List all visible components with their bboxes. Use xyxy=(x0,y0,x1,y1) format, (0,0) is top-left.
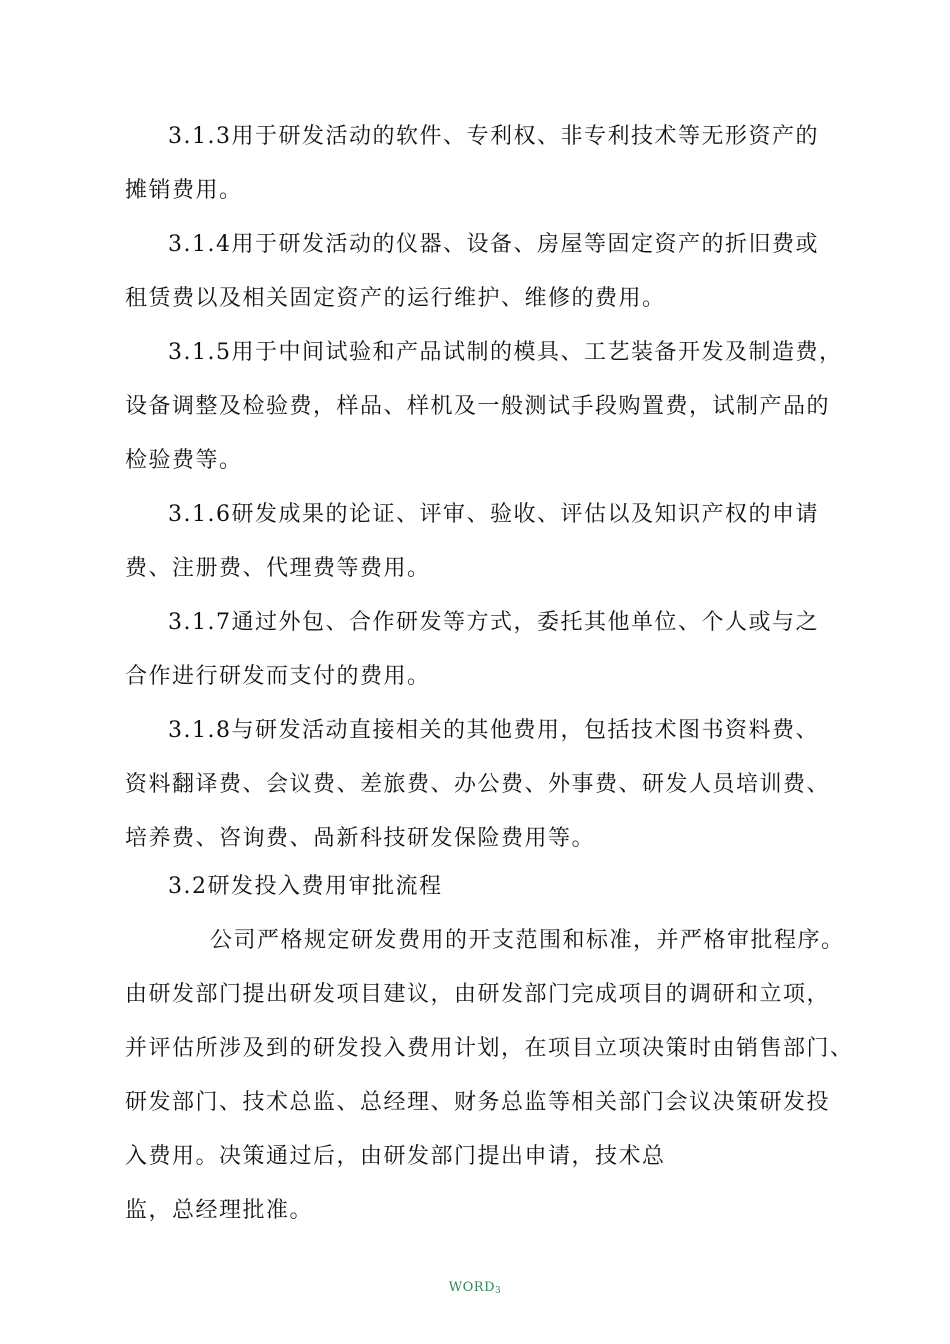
paragraph-3-1-5-line-1: 3.1.5用于中间试验和产品试制的模具、工艺装备开发及制造费， xyxy=(168,340,843,365)
approval-paragraph-line-1: 公司严格规定研发费用的开支范围和标准，并严格审批程序。 xyxy=(210,928,845,953)
paragraph-3-1-4-line-1: 3.1.4用于研发活动的仪器、设备、房屋等固定资产的折旧费或 xyxy=(168,232,819,257)
paragraph-3-1-7-line-1: 3.1.7通过外包、合作研发等方式，委托其他单位、个人或与之 xyxy=(168,610,819,635)
approval-paragraph-line-4: 研发部门、技术总监、总经理、财务总监等相关部门会议决策研发投 xyxy=(125,1090,831,1115)
paragraph-3-1-4-line-2: 租赁费以及相关固定资产的运行维护、维修的费用。 xyxy=(125,286,666,311)
approval-paragraph-line-5: 入费用。决策通过后，由研发部门提出申请，技术总 xyxy=(125,1144,666,1169)
paragraph-3-1-3-line-2: 摊销费用。 xyxy=(125,178,243,203)
footer-page-number: 3 xyxy=(495,1286,502,1296)
paragraph-3-1-5-line-2: 设备调整及检验费，样品、样机及一般测试手段购置费，试制产品的 xyxy=(125,394,831,419)
paragraph-3-1-8-line-3: 培养费、咨询费、咼新科技研发保险费用等。 xyxy=(125,826,596,851)
paragraph-3-1-8-line-2: 资料翻译费、会议费、差旅费、办公费、外事费、研发人员培训费、 xyxy=(125,772,831,797)
approval-paragraph-line-3: 并评估所涉及到的研发投入费用计划，在项目立项决策时由销售部门、 xyxy=(125,1036,854,1061)
paragraph-3-1-5-line-3: 检验费等。 xyxy=(125,448,243,473)
paragraph-3-1-6-line-1: 3.1.6研发成果的论证、评审、验收、评估以及知识产权的申请 xyxy=(168,502,819,527)
approval-paragraph-line-2: 由研发部门提出研发项目建议，由研发部门完成项目的调研和立项， xyxy=(125,982,831,1007)
page-footer xyxy=(0,1280,950,1296)
paragraph-3-1-8-line-1: 3.1.8与研发活动直接相关的其他费用，包括技术图书资料费、 xyxy=(168,718,819,743)
paragraph-3-1-7-line-2: 合作进行研发而支付的费用。 xyxy=(125,664,431,689)
paragraph-3-1-3-line-1: 3.1.3用于研发活动的软件、专利权、非专利技术等无形资产的 xyxy=(168,124,819,149)
section-heading-3-2: 3.2研发投入费用审批流程 xyxy=(168,874,443,899)
footer-label: WORD xyxy=(448,1280,495,1295)
paragraph-3-1-6-line-2: 费、注册费、代理费等费用。 xyxy=(125,556,431,581)
approval-paragraph-line-6: 监，总经理批准。 xyxy=(125,1198,314,1223)
